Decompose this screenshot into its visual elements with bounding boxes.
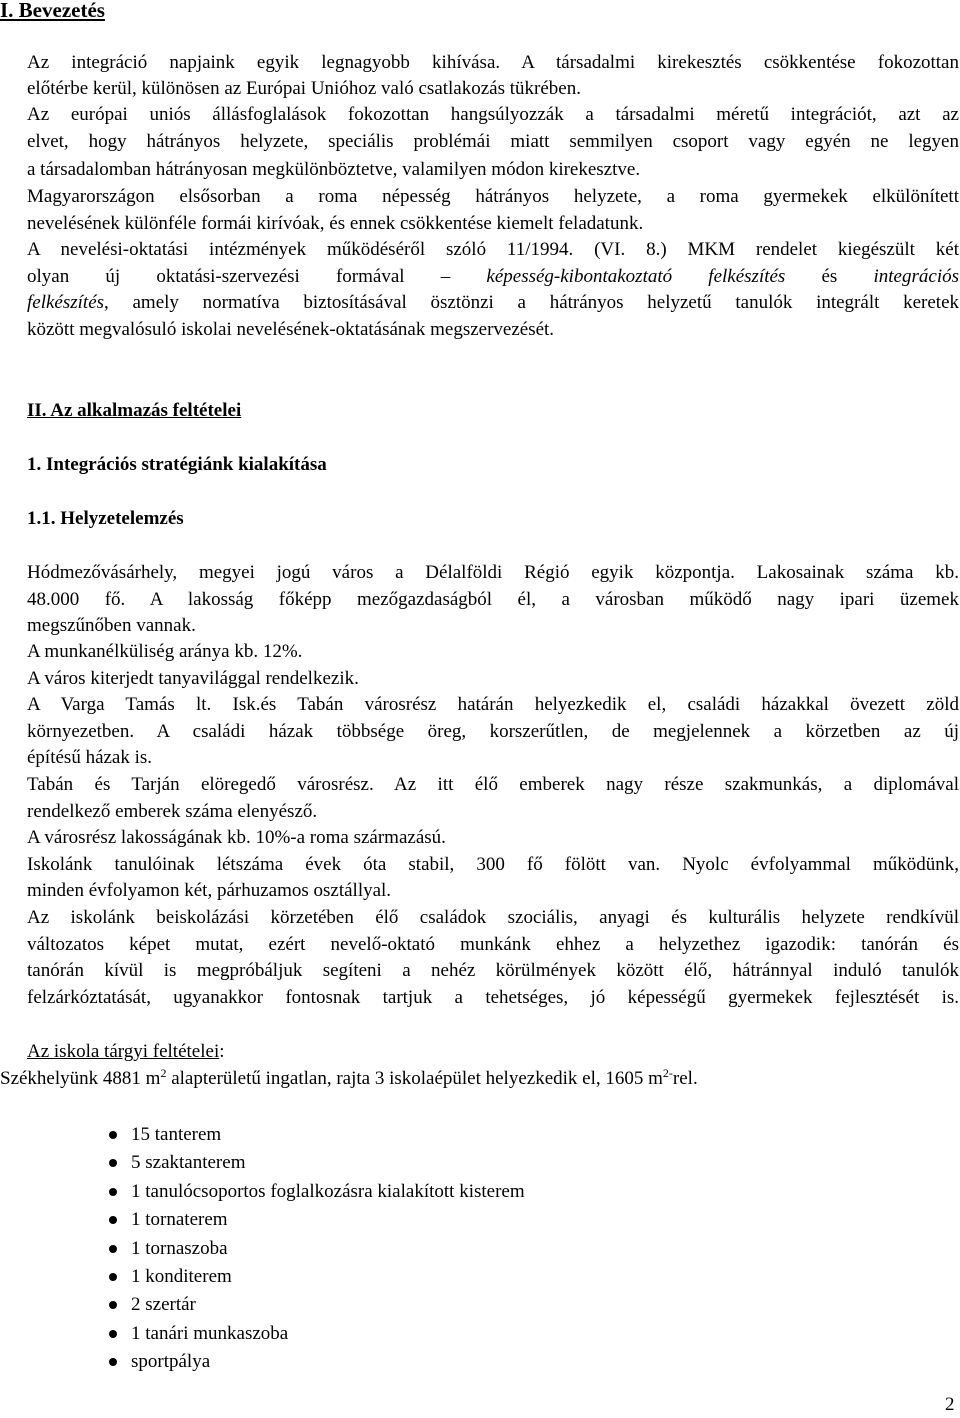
conditions-heading	[27, 1040, 225, 1064]
page-number: 2	[945, 1394, 955, 1415]
list-item: 2 szertár	[103, 1291, 525, 1319]
paragraph-line: Az európai uniós állásfoglalások fokozottan hangsúlyozzák a társadalmi méretű integrációt, azt az	[27, 104, 959, 125]
paragraph-line: Hódmezővásárhely, megyei jogú város a Délalföldi Régió egyik központja. Lakosainak száma kb.	[27, 562, 959, 583]
subsubsection-title: 1.1. Helyzetelemzés	[27, 508, 184, 529]
paragraph-line: tanórán kívül is megpróbáljuk segíteni a nehéz körülmények között élő, hátránnyal induló tanulók	[27, 960, 959, 981]
paragraph-line: felzárkóztatását, ugyanakkor fontosnak tartjuk a tehetséges, jó képességű gyermekek fejlesztését is.	[27, 987, 959, 1008]
text-segment: és	[785, 266, 874, 287]
list-item: 15 tanterem	[103, 1121, 525, 1149]
paragraph-line: építésű házak is.	[27, 747, 153, 768]
section-title-bevezetes: I. Bevezetés	[0, 0, 105, 22]
italic-term: integrációs	[873, 266, 959, 287]
list-item: 5 szaktanterem	[103, 1149, 525, 1177]
paragraph-line: között megvalósuló iskolai nevelésének-oktatásának megszervezését.	[27, 319, 555, 340]
paragraph-line: Az integráció napjaink egyik legnagyobb kihívása. A társadalmi kirekesztés csökkentése fokozottan	[27, 52, 959, 73]
facilities-list	[103, 1121, 525, 1377]
superscript: 2	[160, 1066, 167, 1080]
paragraph-line: 48.000 fő. A lakosság főképp mezőgazdaságból él, a városban működő nagy ipari üzemek	[27, 589, 959, 610]
paragraph-line: elvet, hogy hátrányos helyzete, speciális problémái miatt semmilyen csoport vagy egyén ne legyen	[27, 131, 959, 152]
list-item: 1 tornaterem	[103, 1206, 525, 1234]
list-item: 1 tanári munkaszoba	[103, 1320, 525, 1348]
subsection-title: 1. Integrációs stratégiánk kialakítása	[27, 454, 327, 475]
paragraph-line: Tabán és Tarján elöregedő városrész. Az itt élő emberek nagy része szakmunkás, a diplomával	[27, 774, 959, 795]
text-segment: olyan új oktatási-szervezési formával –	[27, 266, 487, 287]
paragraph-line: minden évfolyamon két, párhuzamos osztállyal.	[27, 880, 392, 901]
paragraph-line: rendelkező emberek száma elenyésző.	[27, 801, 318, 822]
conditions-heading-text: Az iskola tárgyi feltételei	[27, 1041, 220, 1062]
list-item: 1 tanulócsoportos foglalkozásra kialakított kisterem	[103, 1178, 525, 1206]
paragraph-line: előtérbe kerül, különösen az Európai Unióhoz való csatlakozás tükrében.	[27, 78, 581, 99]
list-item: 1 tornaszoba	[103, 1235, 525, 1263]
paragraph-line: Az iskolánk beiskolázási körzetében élő családok szociális, anyagi és kulturális helyzete rendkívül	[27, 907, 959, 928]
italic-term: felkészítés	[27, 292, 105, 313]
text-segment: Székhelyünk 4881 m	[0, 1068, 161, 1089]
list-item: 1 konditerem	[103, 1263, 525, 1291]
conditions-heading-colon: :	[219, 1041, 225, 1062]
paragraph-line-mixed	[27, 291, 959, 315]
paragraph-line: a társadalomban hátrányosan megkülönböztetve, valamilyen módon kirekesztve.	[27, 159, 641, 180]
section-title-alkalmazas: II. Az alkalmazás feltételei	[27, 400, 242, 421]
text-segment: alapterületű ingatlan, rajta 3 iskolaépület helyezkedik el, 1605 m	[166, 1068, 663, 1089]
paragraph-line: Iskolánk tanulóinak létszáma évek óta stabil, 300 fő fölött van. Nyolc évfolyammal működünk,	[27, 854, 959, 875]
paragraph-line: A nevelési-oktatási intézmények működéséről szóló 11/1994. (VI. 8.) MKM rendelet kiegészült két	[27, 239, 959, 260]
paragraph-line: A város kiterjedt tanyavilággal rendelkezik.	[27, 668, 359, 689]
text-segment: , amely normatíva biztosításával ösztönzi a hátrányos helyzetű tanulók integrált keretek	[104, 292, 959, 313]
italic-term: képesség-kibontakoztató felkészítés	[486, 266, 786, 287]
superscript: 2-	[662, 1066, 673, 1080]
paragraph-line: nevelésének különféle formái kirívóak, és ennek csökkentése kiemelt feladatunk.	[27, 213, 644, 234]
paragraph-line-mixed	[27, 265, 959, 289]
site-area-line	[0, 1067, 698, 1091]
paragraph-line: változatos képet mutat, ezért nevelő-oktató munkánk ehhez a helyzethez igazodik: tanórán és	[27, 934, 959, 955]
list-item: sportpálya	[103, 1348, 525, 1376]
paragraph-line: A Varga Tamás lt. Isk.és Tabán városrész határán helyezkedik el, családi házakkal övezett zöld	[27, 694, 959, 715]
paragraph-line: környezetben. A családi házak többsége öreg, korszerűtlen, de megjelennek a körzetben az új	[27, 721, 959, 742]
paragraph-line: Magyarországon elsősorban a roma népesség hátrányos helyzete, a roma gyermekek elkülönített	[27, 186, 959, 207]
text-segment: rel.	[672, 1068, 698, 1089]
paragraph-line: A munkanélküliség aránya kb. 12%.	[27, 641, 303, 662]
paragraph-line: A városrész lakosságának kb. 10%-a roma származású.	[27, 827, 446, 848]
paragraph-line: megszűnőben vannak.	[27, 615, 196, 636]
